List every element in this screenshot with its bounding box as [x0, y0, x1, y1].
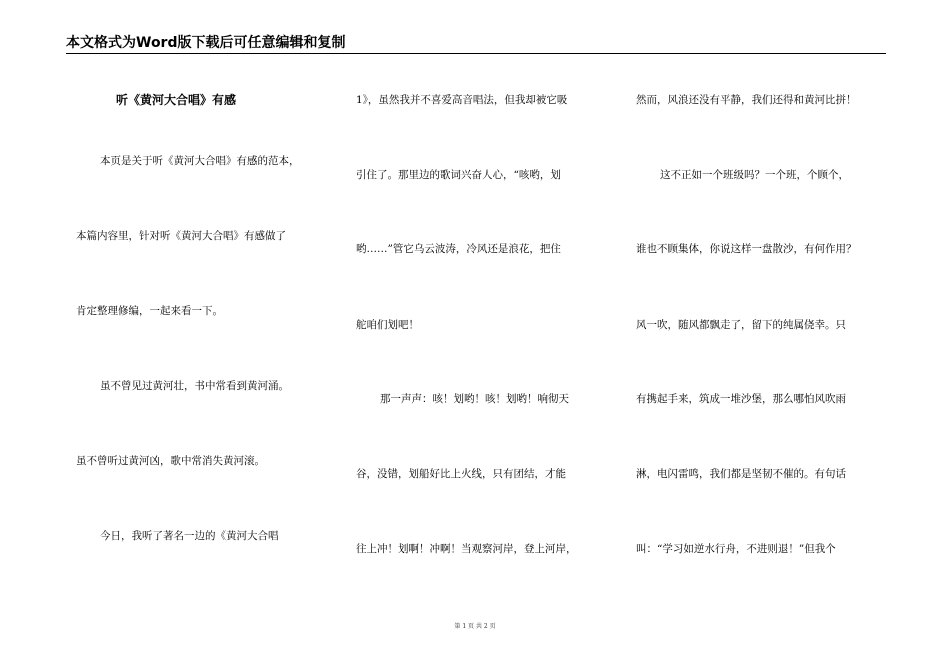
header-divider [66, 53, 886, 54]
text-line: 舵咱们划吧！ [356, 319, 419, 331]
text-line: 今日，我听了著名一边的《黄河大合唱 [100, 530, 279, 542]
text-line: 然而，风浪还没有平静，我们还得和黄河比拼！ [636, 94, 857, 106]
page-number: 第 1 页 共 2 页 [454, 623, 496, 630]
text-line: 1》，虽然我并不喜爱高音唱法，但我却被它吸 [356, 94, 568, 106]
text-line: 谁也不顾集体，你说这样一盘散沙，有何作用？ [636, 243, 857, 255]
text-line: 谷，没错，划船好比上火线，只有团结，才能 [356, 468, 566, 480]
header-title: 本文格式为Word版下载后可任意编辑和复制 [66, 35, 346, 51]
text-line: 有携起手来，筑成一堆沙堡，那么哪怕风吹雨 [636, 393, 846, 405]
text-line: 引住了。那里边的歌词兴奋人心，“咳哟，划 [356, 169, 561, 181]
text-line: 本篇内容里，针对听《黄河大合唱》有感做了 [76, 230, 286, 242]
text-line: 那一声声：咳！划哟！咳！划哟！响彻天 [380, 393, 569, 405]
text-line: 这不正如一个班级吗？一个班，个顾个， [660, 169, 849, 181]
text-line: 虽不曾听过黄河凶，歌中常消失黄河滚。 [76, 455, 265, 467]
text-column-3 [636, 84, 894, 604]
text-line: 肯定整理修编，一起来看一下。 [76, 305, 223, 317]
text-line: 叫：“学习如逆水行舟，不进则退！”但我个 [636, 543, 836, 555]
text-line: 往上冲！划啊！冲啊！当观察河岸，登上河岸， [356, 543, 577, 555]
text-line: 淋，电闪雷鸣，我们都是坚韧不催的。有句话 [636, 468, 846, 480]
document-body [66, 84, 896, 604]
text-column-1 [76, 84, 334, 604]
text-column-2 [356, 84, 616, 604]
page-header [66, 33, 888, 55]
text-line: 哟……”管它乌云波涛，冷风还是浪花，把住 [356, 243, 561, 255]
document-title: 听《黄河大合唱》有感 [116, 93, 237, 107]
text-line: 风一吹，随风都飘走了，留下的纯属侥幸。只 [636, 319, 846, 331]
text-line: 本页是关于听《黄河大合唱》有感的范本， [100, 155, 300, 167]
text-line: 虽不曾见过黄河壮，书中常看到黄河涌。 [100, 380, 289, 392]
